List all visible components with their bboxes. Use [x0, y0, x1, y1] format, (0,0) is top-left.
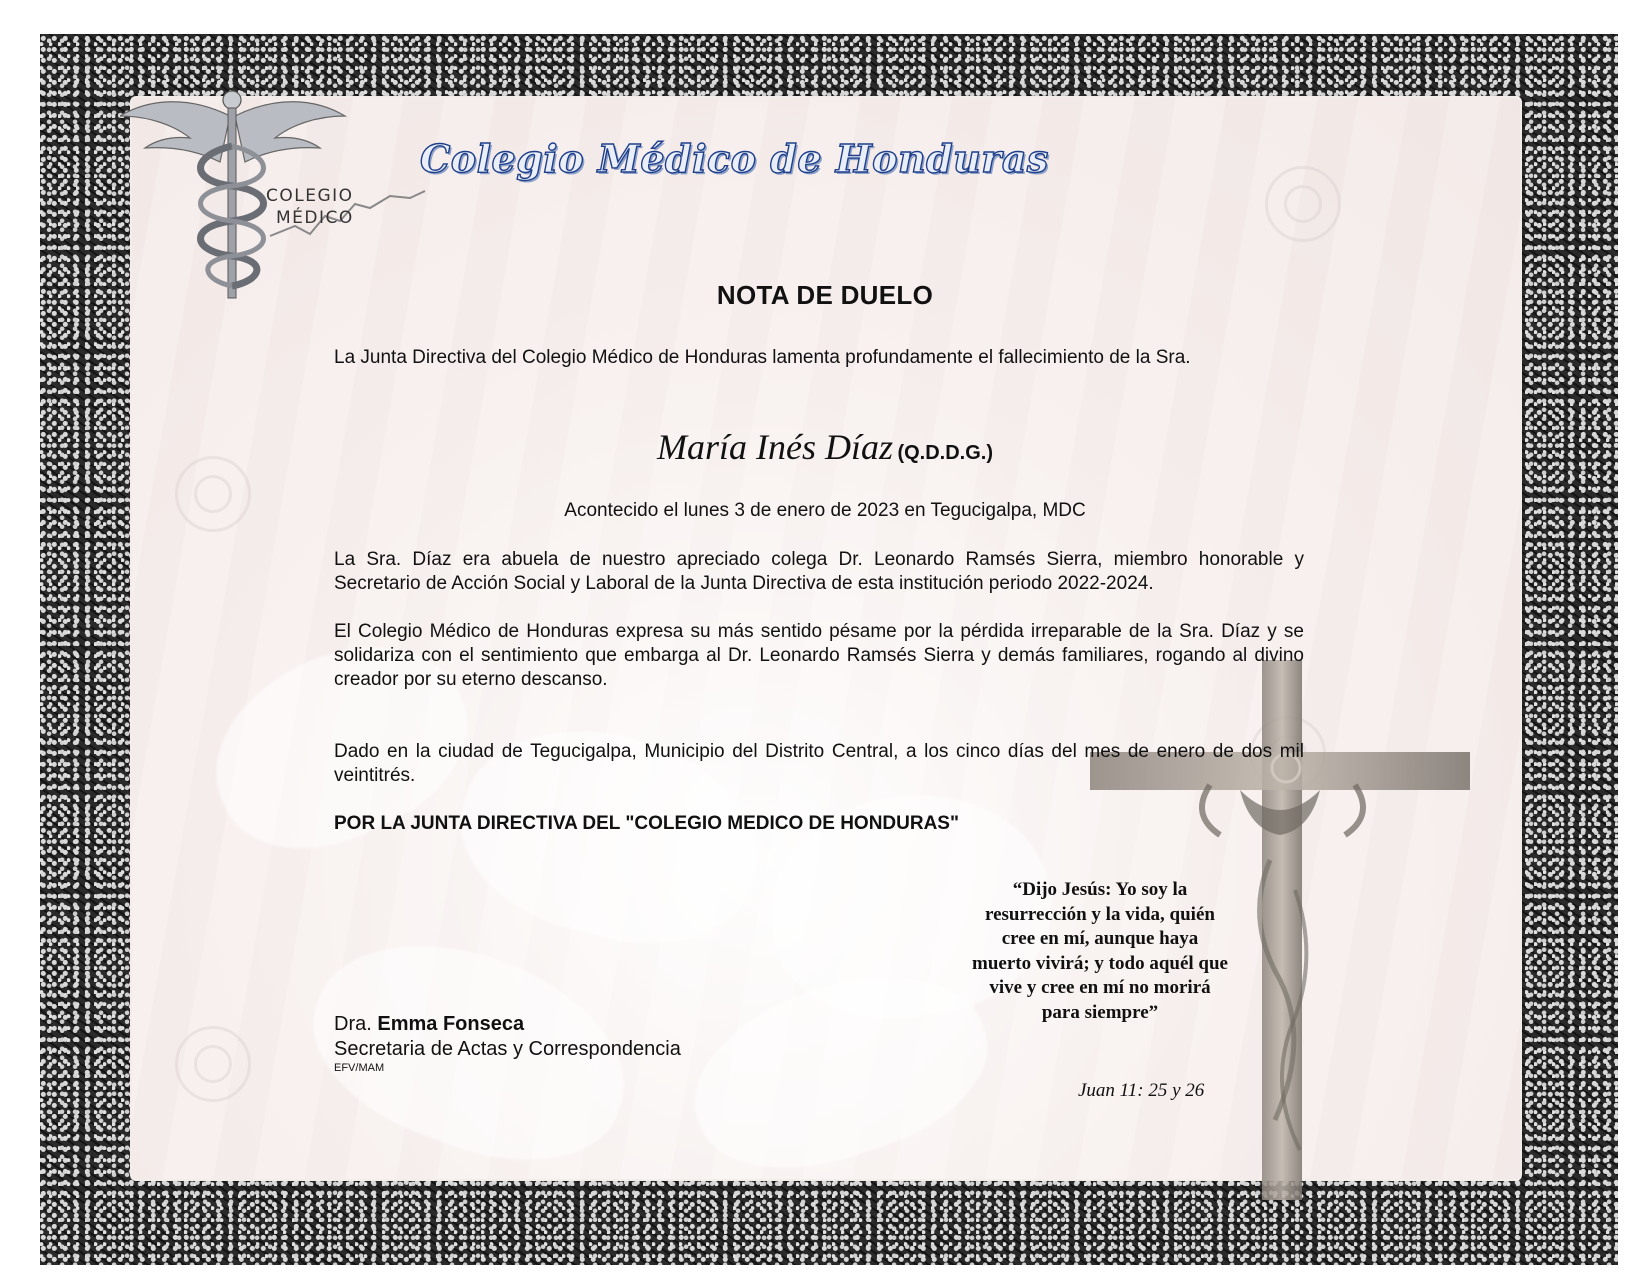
deceased-name-line — [0, 426, 1650, 468]
logo-text-medico: MÉDICO — [276, 208, 354, 228]
signer-name: Emma Fonseca — [377, 1013, 525, 1035]
event-line: Acontecido el lunes 3 de enero de 2023 en Tegucigalpa, MDC — [564, 500, 1086, 521]
paragraph-condolence: El Colegio Médico de Honduras expresa su más sentido pésame por la pérdida irreparable de la Sra. Díaz y se solidariza con el sentimiento que embarga al Dr. Leonardo Ramsés Sierra y demás familiares, rogando al divino creador por su eterno descanso. — [334, 621, 1304, 690]
signature-block — [334, 1012, 681, 1075]
watermark-swirl-icon — [175, 1026, 251, 1102]
logo-text-colegio: COLEGIO — [266, 186, 354, 206]
verse-citation: Juan 11: 25 y 26 — [1078, 1080, 1205, 1101]
watermark-swirl-icon — [1265, 166, 1341, 242]
paragraph-dated: Dado en la ciudad de Tegucigalpa, Municipio del Distrito Central, a los cinco días del mes de enero de dos mil veintitrés. — [334, 741, 1304, 786]
deceased-name: María Inés Díaz — [657, 427, 893, 467]
paragraph-relation: La Sra. Díaz era abuela de nuestro apreciado colega Dr. Leonardo Ramsés Sierra, miembro honorable y Secretario de Acción Social y Laboral de la Junta Directiva de esta institución periodo 2022-2024. — [334, 549, 1304, 594]
signer-name-line — [334, 1012, 681, 1037]
signer-role: Secretaria de Actas y Correspondencia — [334, 1038, 681, 1060]
bible-verse: “Dijo Jesús: Yo soy la resurrección y la vida, quién cree en mí, aunque haya muerto vivirá; y todo aquél que vive y cree en mí no morirá para siempre” — [972, 879, 1228, 1023]
page-title: NOTA DE DUELO — [716, 280, 934, 310]
closing-line: POR LA JUNTA DIRECTIVA DEL "COLEGIO MEDICO DE HONDURAS" — [334, 813, 959, 834]
deceased-suffix: (Q.D.D.G.) — [897, 442, 993, 464]
intro-paragraph: La Junta Directiva del Colegio Médico de Honduras lamenta profundamente el fallecimiento de la Sra. — [334, 347, 1191, 368]
signer-prefix: Dra. — [334, 1013, 372, 1035]
signer-initials: EFV/MAM — [334, 1062, 385, 1074]
brand-wordmark: Colegio Médico de Honduras — [420, 136, 1049, 181]
